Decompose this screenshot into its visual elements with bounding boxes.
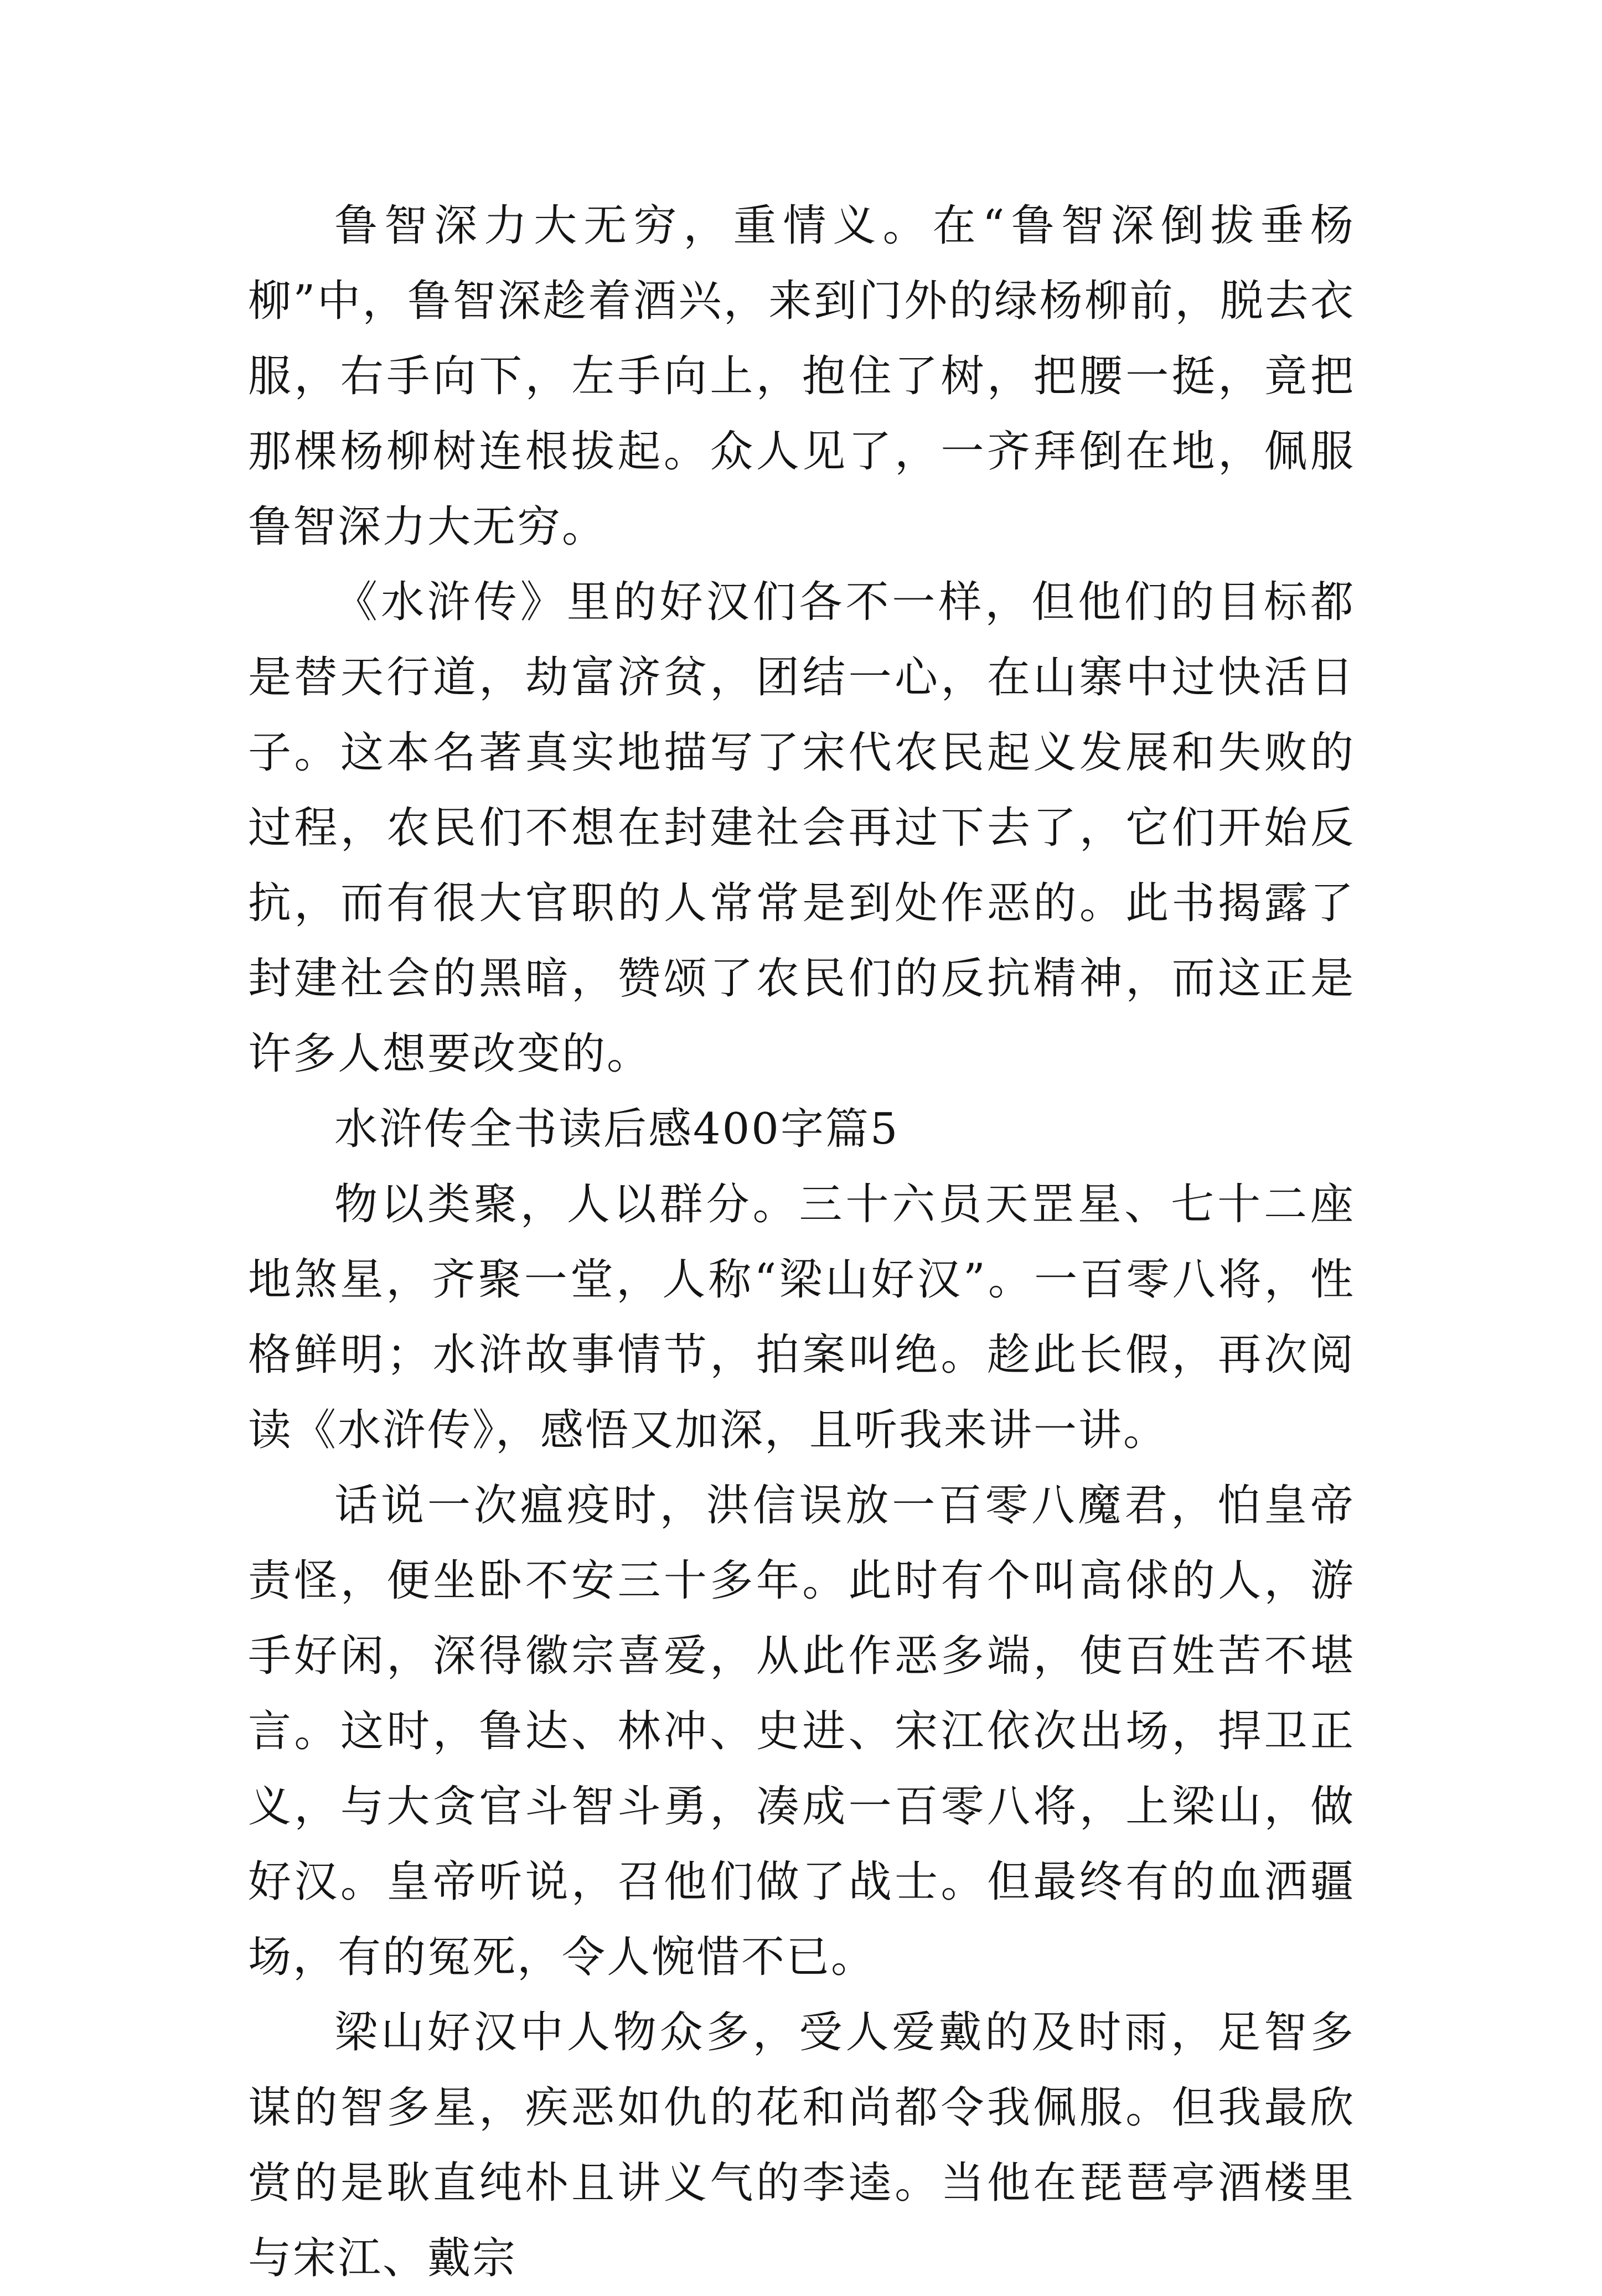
paragraph-introduction: 物以类聚，人以群分。三十六员天罡星、七十二座地煞星，齐聚一堂，人称“梁山好汉”。一百零八将，性格鲜明；水浒故事情节，拍案叫绝。趁此长假，再次阅读《水浒传》，感悟又加深，且听我来讲一讲。 [248,1180,1355,1455]
paragraph-li-kui: 梁山好汉中人物众多，受人爱戴的及时雨，足智多谋的智多星，疾恶如仇的花和尚都令我佩服。但我最欣赏的是耿直纯朴且讲义气的李逵。当他在琵琶亭酒楼里与宋江、戴宗 [248,2008,1355,2283]
paragraph-plot-summary: 话说一次瘟疫时，洪信误放一百零八魔君，怕皇帝责怪，便坐卧不安三十多年。此时有个叫高俅的人，游手好闲，深得徽宗喜爱，从此作恶多端，使百姓苦不堪言。这时，鲁达、林冲、史进、宋江依次出场，捍卫正义，与大贪官斗智斗勇，凑成一百零八将，上梁山，做好汉。皇帝听说，召他们做了战士。但最终有的血洒疆场，有的冤死，令人惋惜不已。 [248,1481,1355,1982]
section-heading: 水浒传全书读后感400字篇5 [334,1104,900,1154]
paragraph-lu-zhishen: 鲁智深力大无穷，重情义。在“鲁智深倒拔垂杨柳”中，鲁智深趁着酒兴，来到门外的绿杨柳前，脱去衣服，右手向下，左手向上，抱住了树，把腰一挺，竟把那棵杨柳树连根拔起。众人见了，一齐拜倒在地，佩服鲁智深力大无穷。 [248,201,1355,552]
document-body [248,188,1355,2296]
paragraph-outlaws-summary: 《水浒传》里的好汉们各不一样，但他们的目标都是替天行道，劫富济贫，团结一心，在山寨中过快活日子。这本名著真实地描写了宋代农民起义发展和失败的过程，农民们不想在封建社会再过下去了，它们开始反抗，而有很大官职的人常常是到处作恶的。此书揭露了封建社会的黑暗，赞颂了农民们的反抗精神，而这正是许多人想要改变的。 [248,577,1355,1079]
